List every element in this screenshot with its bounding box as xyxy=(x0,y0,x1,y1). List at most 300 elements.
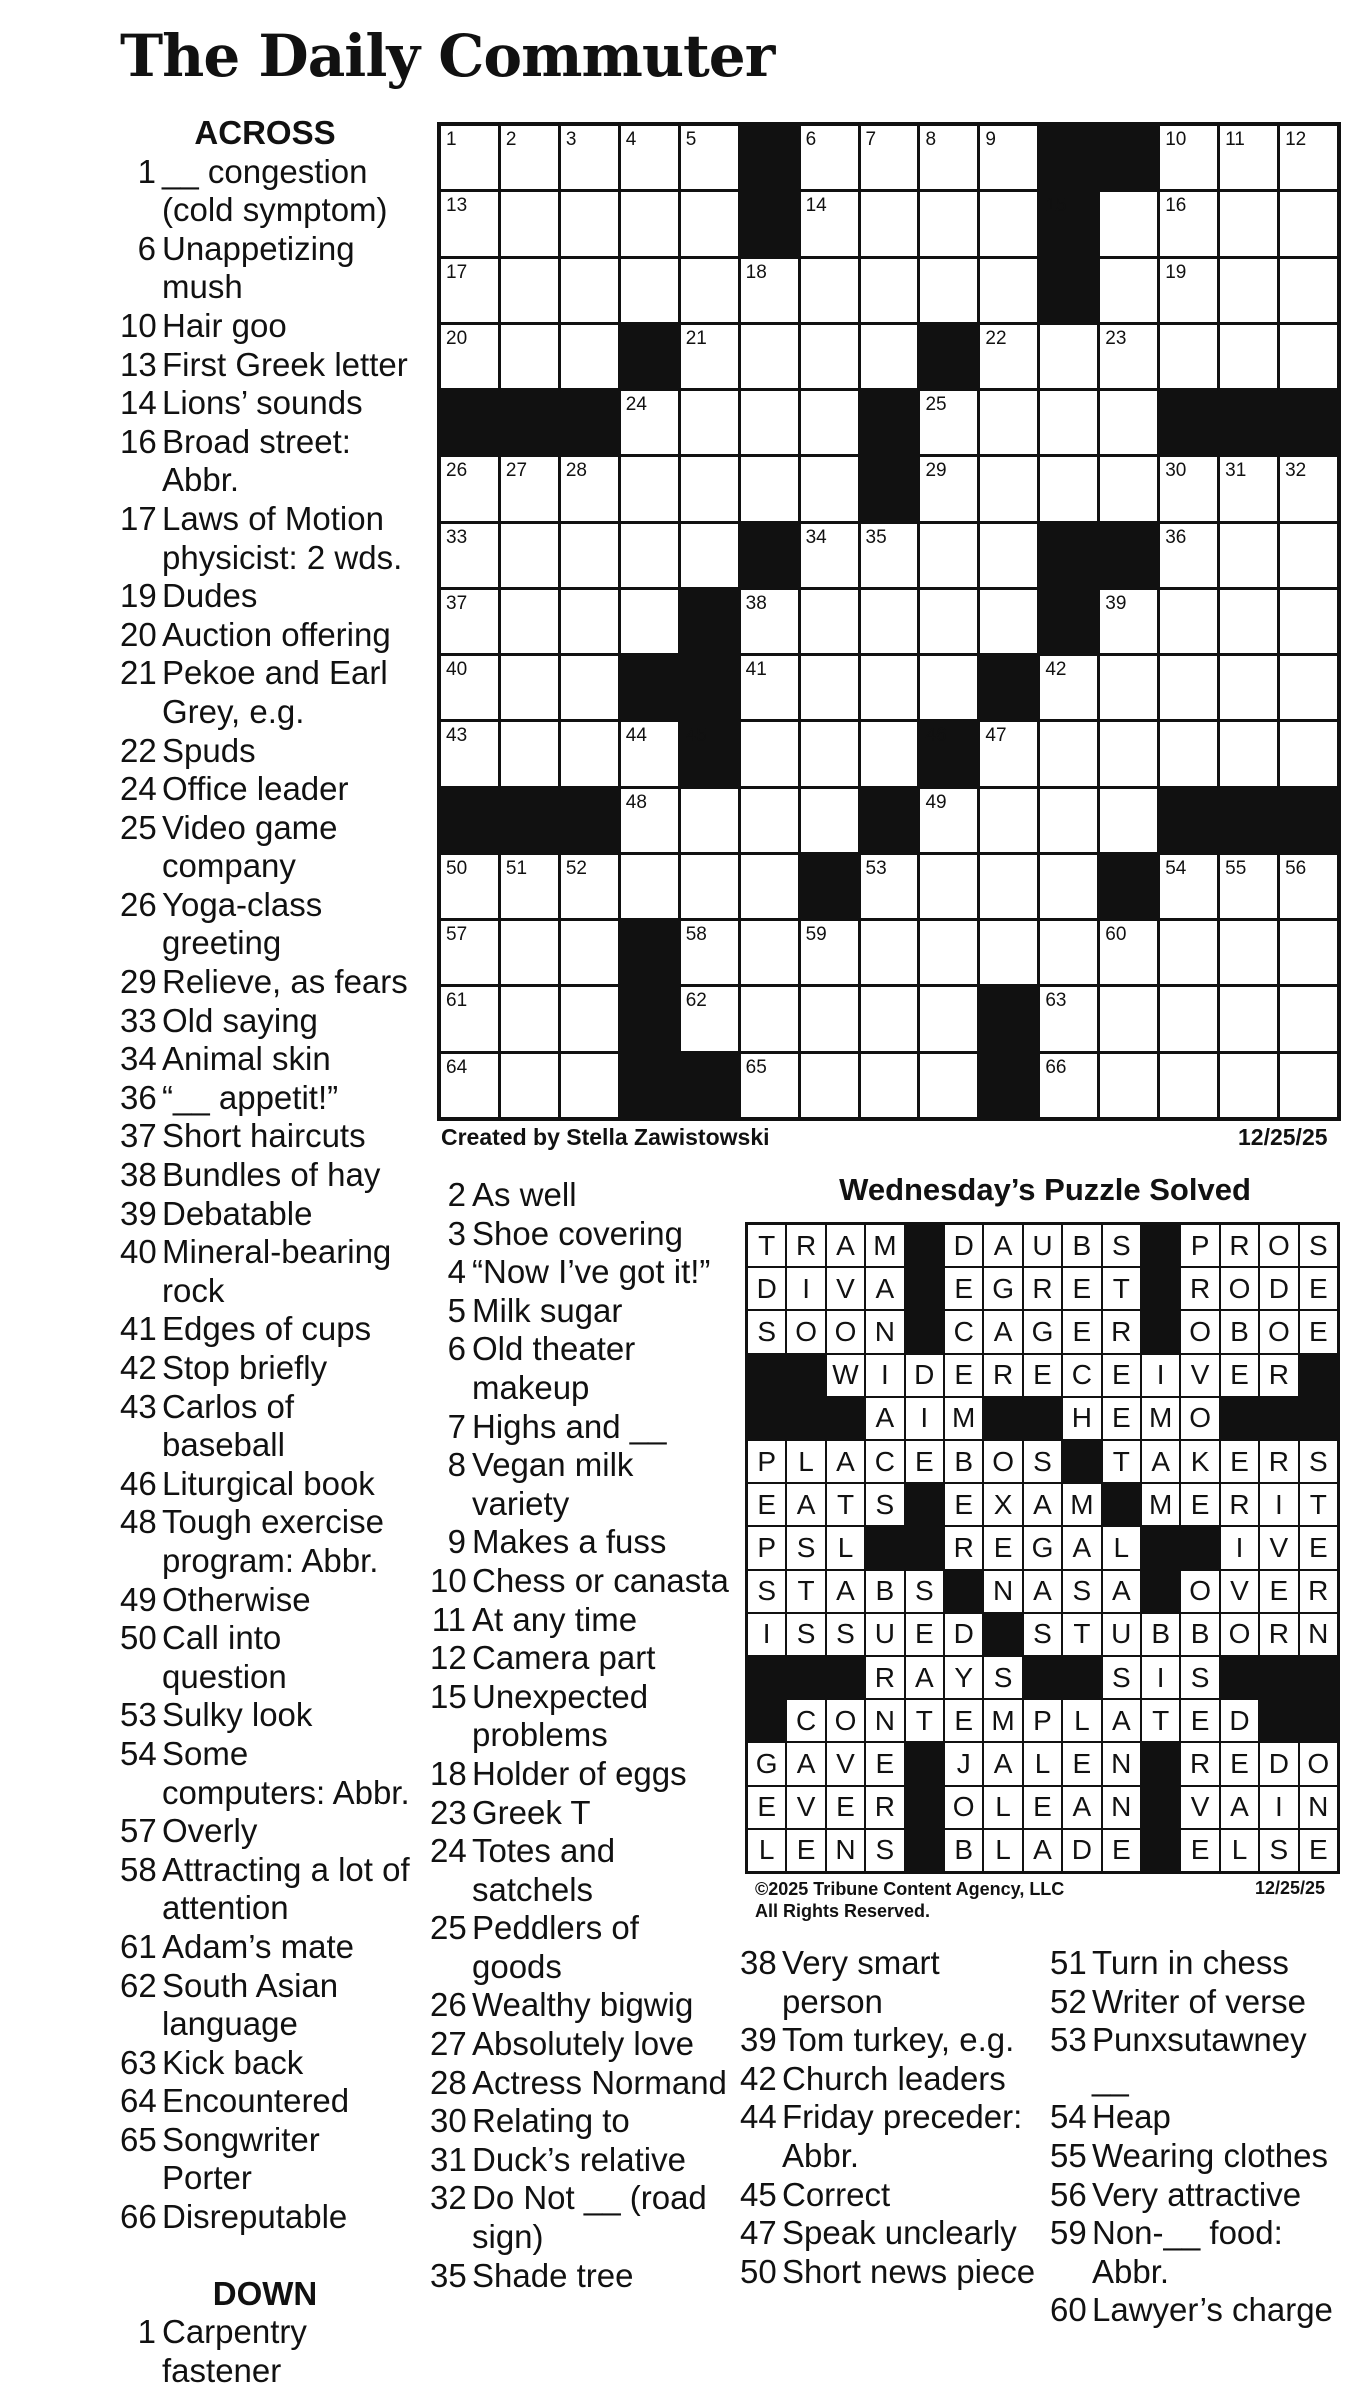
grid-cell[interactable] xyxy=(441,1054,498,1117)
grid-cell[interactable] xyxy=(1220,457,1277,520)
solution-cell: U xyxy=(1024,1225,1061,1266)
grid-black-square xyxy=(621,921,678,984)
grid-cell[interactable] xyxy=(1100,325,1157,388)
clue-text: Stop briefly xyxy=(162,1349,328,1386)
grid-cell[interactable] xyxy=(920,987,977,1050)
grid-cell[interactable] xyxy=(861,524,918,587)
grid-cell[interactable] xyxy=(1220,524,1277,587)
grid-cell[interactable] xyxy=(741,391,798,454)
solution-cell: O xyxy=(1221,1268,1258,1309)
grid-black-square xyxy=(741,524,798,587)
solution-cell: C xyxy=(1063,1355,1100,1396)
grid-cell[interactable] xyxy=(801,325,858,388)
solution-cell: M xyxy=(945,1398,982,1439)
solution-cell: T xyxy=(1103,1268,1140,1309)
grid-cell[interactable] xyxy=(681,391,738,454)
grid-cell[interactable] xyxy=(1280,590,1337,653)
grid-cell[interactable] xyxy=(681,126,738,189)
solution-black-square xyxy=(906,1830,943,1871)
grid-cell[interactable] xyxy=(741,921,798,984)
clue-number: 48 xyxy=(120,1503,157,1541)
grid-cell[interactable] xyxy=(501,325,558,388)
clue-text: Punxsutawney __ xyxy=(1092,2021,1307,2097)
grid-cell[interactable] xyxy=(1040,457,1097,520)
grid-cell[interactable] xyxy=(980,259,1037,322)
grid-cell[interactable] xyxy=(801,391,858,454)
clue-number: 56 xyxy=(1050,2175,1087,2213)
solution-cell: I xyxy=(748,1614,785,1655)
solution-cell: E xyxy=(945,1484,982,1525)
grid-cell[interactable] xyxy=(681,325,738,388)
solution-cell: S xyxy=(1300,1225,1337,1266)
clue-number: 59 xyxy=(1050,2214,1087,2252)
grid-cell[interactable] xyxy=(561,987,618,1050)
down-clue-5 xyxy=(430,1292,730,1331)
grid-cell[interactable] xyxy=(441,259,498,322)
grid-cell[interactable] xyxy=(1160,590,1217,653)
solution-cell: R xyxy=(1260,1614,1297,1655)
cell-number: 21 xyxy=(685,327,707,349)
grid-cell[interactable] xyxy=(1100,192,1157,255)
grid-cell[interactable] xyxy=(1160,656,1217,719)
down-clue-1 xyxy=(120,2313,410,2390)
grid-cell[interactable] xyxy=(801,656,858,719)
grid-cell[interactable] xyxy=(501,590,558,653)
grid-cell[interactable] xyxy=(920,789,977,852)
grid-cell[interactable] xyxy=(1040,722,1097,785)
grid-cell[interactable] xyxy=(1160,325,1217,388)
grid-cell[interactable] xyxy=(1280,722,1337,785)
solution-black-square xyxy=(1142,1527,1179,1568)
across-clue-37 xyxy=(120,1117,410,1156)
clue-text: “Now I’ve got it!” xyxy=(472,1253,711,1291)
grid-cell[interactable] xyxy=(801,590,858,653)
down-clue-52 xyxy=(1050,1983,1350,2022)
grid-cell[interactable] xyxy=(1220,987,1277,1050)
grid-cell[interactable] xyxy=(741,325,798,388)
grid-cell[interactable] xyxy=(1280,259,1337,322)
grid-cell[interactable] xyxy=(1100,391,1157,454)
down-clue-27 xyxy=(430,2025,730,2064)
grid-cell[interactable] xyxy=(1220,855,1277,918)
grid-cell[interactable] xyxy=(561,457,618,520)
grid-cell[interactable] xyxy=(621,391,678,454)
grid-cell[interactable] xyxy=(561,1054,618,1117)
grid-cell[interactable] xyxy=(621,126,678,189)
grid-cell[interactable] xyxy=(1040,391,1097,454)
grid-cell[interactable] xyxy=(741,590,798,653)
solution-cell: I xyxy=(1142,1657,1179,1698)
grid-cell[interactable] xyxy=(741,789,798,852)
grid-cell[interactable] xyxy=(1220,656,1277,719)
grid-cell[interactable] xyxy=(1160,855,1217,918)
grid-black-square xyxy=(1040,192,1097,255)
across-clue-62 xyxy=(120,1967,410,2044)
grid-cell[interactable] xyxy=(861,921,918,984)
grid-cell[interactable] xyxy=(1160,1054,1217,1117)
grid-cell[interactable] xyxy=(1100,789,1157,852)
copyright xyxy=(755,1878,1064,1922)
solution-cell: A xyxy=(1103,1571,1140,1612)
grid-cell[interactable] xyxy=(1220,325,1277,388)
clue-text: Greek T xyxy=(472,1793,591,1831)
grid-cell[interactable] xyxy=(501,457,558,520)
grid-cell[interactable] xyxy=(1160,524,1217,587)
grid-cell[interactable] xyxy=(920,126,977,189)
grid-cell[interactable] xyxy=(441,524,498,587)
solution-black-square xyxy=(1221,1657,1258,1698)
clue-number: 42 xyxy=(120,1349,157,1386)
clue-number: 18 xyxy=(430,1754,467,1792)
grid-black-square xyxy=(681,722,738,785)
solution-cell: A xyxy=(827,1441,864,1482)
solution-cell: L xyxy=(984,1787,1021,1828)
grid-cell[interactable] xyxy=(1040,656,1097,719)
grid-cell[interactable] xyxy=(681,192,738,255)
grid-cell[interactable] xyxy=(1100,987,1157,1050)
grid-cell[interactable] xyxy=(561,259,618,322)
grid-cell[interactable] xyxy=(1100,590,1157,653)
grid-cell[interactable] xyxy=(561,192,618,255)
grid-cell[interactable] xyxy=(1220,722,1277,785)
solution-cell: O xyxy=(984,1441,1021,1482)
grid-cell[interactable] xyxy=(1100,656,1157,719)
grid-cell[interactable] xyxy=(861,126,918,189)
grid-cell[interactable] xyxy=(1160,192,1217,255)
across-clue-25 xyxy=(120,809,410,886)
solution-cell: O xyxy=(1181,1311,1218,1352)
grid-cell[interactable] xyxy=(861,656,918,719)
grid-cell[interactable] xyxy=(801,192,858,255)
grid-black-square xyxy=(501,789,558,852)
solution-black-square xyxy=(748,1657,785,1698)
grid-cell[interactable] xyxy=(1160,722,1217,785)
grid-cell[interactable] xyxy=(1160,126,1217,189)
grid-cell[interactable] xyxy=(861,259,918,322)
grid-cell[interactable] xyxy=(621,259,678,322)
grid-cell[interactable] xyxy=(621,590,678,653)
grid-cell[interactable] xyxy=(1100,457,1157,520)
clue-text: Non-__ food: Abbr. xyxy=(1092,2214,1283,2290)
solution-cell: E xyxy=(945,1355,982,1396)
grid-cell[interactable] xyxy=(441,987,498,1050)
grid-cell[interactable] xyxy=(681,921,738,984)
clue-text: Friday preceder: Abbr. xyxy=(782,2098,1023,2174)
solution-cell: W xyxy=(827,1355,864,1396)
grid-cell[interactable] xyxy=(1220,126,1277,189)
solution-black-square xyxy=(1300,1657,1337,1698)
clue-text: Very attractive xyxy=(1092,2175,1302,2213)
solution-cell: L xyxy=(1221,1830,1258,1871)
grid-cell[interactable] xyxy=(920,524,977,587)
solution-cell: I xyxy=(1142,1355,1179,1396)
grid-cell[interactable] xyxy=(801,921,858,984)
clue-number: 20 xyxy=(120,615,157,653)
solution-cell: N xyxy=(984,1571,1021,1612)
grid-cell[interactable] xyxy=(741,656,798,719)
grid-cell[interactable] xyxy=(681,457,738,520)
grid-cell[interactable] xyxy=(441,192,498,255)
down-clue-28 xyxy=(430,2064,730,2103)
grid-cell[interactable] xyxy=(801,722,858,785)
grid-cell[interactable] xyxy=(741,259,798,322)
cell-number: 58 xyxy=(685,924,707,946)
grid-cell[interactable] xyxy=(980,855,1037,918)
grid-cell[interactable] xyxy=(561,325,618,388)
grid-cell[interactable] xyxy=(1160,987,1217,1050)
grid-cell[interactable] xyxy=(441,126,498,189)
grid-cell[interactable] xyxy=(980,126,1037,189)
grid-cell[interactable] xyxy=(801,126,858,189)
grid-black-square xyxy=(621,656,678,719)
down-clue-list-4 xyxy=(1050,1944,1350,2330)
grid-cell[interactable] xyxy=(1280,855,1337,918)
grid-cell[interactable] xyxy=(1280,921,1337,984)
cell-number: 47 xyxy=(985,725,1007,747)
grid-cell[interactable] xyxy=(741,722,798,785)
grid-cell[interactable] xyxy=(561,722,618,785)
grid-cell[interactable] xyxy=(561,855,618,918)
solution-cell: V xyxy=(1181,1787,1218,1828)
clue-text: Call into question xyxy=(162,1619,287,1695)
grid-cell[interactable] xyxy=(1040,855,1097,918)
solution-cell: D xyxy=(1221,1700,1258,1741)
grid-cell[interactable] xyxy=(741,855,798,918)
grid-cell[interactable] xyxy=(861,855,918,918)
across-clue-38 xyxy=(120,1156,410,1195)
grid-cell[interactable] xyxy=(1040,789,1097,852)
grid-cell[interactable] xyxy=(1280,325,1337,388)
clue-number: 52 xyxy=(1050,1982,1087,2020)
solution-cell: V xyxy=(787,1787,824,1828)
solution-cell: K xyxy=(1181,1441,1218,1482)
grid-cell[interactable] xyxy=(441,921,498,984)
grid-cell[interactable] xyxy=(1100,259,1157,322)
cell-number: 15 xyxy=(1045,195,1067,217)
grid-black-square xyxy=(980,1054,1037,1117)
grid-cell[interactable] xyxy=(980,457,1037,520)
solution-cell: R xyxy=(1221,1484,1258,1525)
solution-cell: A xyxy=(1063,1527,1100,1568)
grid-cell[interactable] xyxy=(501,855,558,918)
across-clue-40 xyxy=(120,1233,410,1310)
grid-cell[interactable] xyxy=(920,1054,977,1117)
solution-cell: E xyxy=(866,1743,903,1784)
grid-cell[interactable] xyxy=(1220,192,1277,255)
solution-cell: I xyxy=(866,1355,903,1396)
grid-cell[interactable] xyxy=(980,722,1037,785)
grid-cell[interactable] xyxy=(861,1054,918,1117)
grid-cell[interactable] xyxy=(1220,590,1277,653)
grid-cell[interactable] xyxy=(1040,1054,1097,1117)
grid-cell[interactable] xyxy=(1280,1054,1337,1117)
cell-number: 3 xyxy=(565,129,577,150)
grid-cell[interactable] xyxy=(681,855,738,918)
grid-cell[interactable] xyxy=(501,192,558,255)
grid-cell[interactable] xyxy=(441,722,498,785)
solution-cell: A xyxy=(1024,1484,1061,1525)
grid-black-square xyxy=(1100,855,1157,918)
grid-black-square xyxy=(681,1054,738,1117)
grid-cell[interactable] xyxy=(1280,524,1337,587)
grid-cell[interactable] xyxy=(501,126,558,189)
solution-cell: L xyxy=(787,1441,824,1482)
down-clue-26 xyxy=(430,1986,730,2025)
solution-cell: B xyxy=(866,1571,903,1612)
grid-cell[interactable] xyxy=(561,656,618,719)
clue-text: Makes a fuss xyxy=(472,1523,667,1561)
grid-cell[interactable] xyxy=(1040,987,1097,1050)
clue-number: 27 xyxy=(430,2025,467,2063)
clue-number: 29 xyxy=(120,963,157,1001)
grid-cell[interactable] xyxy=(1100,921,1157,984)
solution-black-square xyxy=(906,1225,943,1266)
grid-cell[interactable] xyxy=(1040,921,1097,984)
grid-cell[interactable] xyxy=(1280,656,1337,719)
grid-cell[interactable] xyxy=(801,259,858,322)
grid-cell[interactable] xyxy=(861,192,918,255)
grid-cell[interactable] xyxy=(980,192,1037,255)
clue-text: Dudes xyxy=(162,577,258,615)
down-clue-50 xyxy=(740,2253,1040,2292)
down-clue-12 xyxy=(430,1639,730,1678)
cell-number: 24 xyxy=(625,394,647,416)
grid-cell[interactable] xyxy=(621,789,678,852)
grid-cell[interactable] xyxy=(920,259,977,322)
grid-cell[interactable] xyxy=(861,590,918,653)
grid-cell[interactable] xyxy=(501,921,558,984)
grid-cell[interactable] xyxy=(621,192,678,255)
cell-number: 62 xyxy=(685,990,707,1012)
clue-text: Sulky look xyxy=(162,1696,313,1734)
grid-cell[interactable] xyxy=(1160,457,1217,520)
copyright-line-1: ©2025 Tribune Content Agency, LLC xyxy=(755,1879,1065,1899)
grid-cell[interactable] xyxy=(1100,722,1157,785)
grid-cell[interactable] xyxy=(801,524,858,587)
grid-cell[interactable] xyxy=(561,524,618,587)
grid-cell[interactable] xyxy=(621,855,678,918)
grid-cell[interactable] xyxy=(920,457,977,520)
grid-cell[interactable] xyxy=(501,987,558,1050)
grid-cell[interactable] xyxy=(801,1054,858,1117)
grid-cell[interactable] xyxy=(681,259,738,322)
grid-cell[interactable] xyxy=(501,1054,558,1117)
grid-cell[interactable] xyxy=(1040,325,1097,388)
grid-cell[interactable] xyxy=(741,1054,798,1117)
grid-cell[interactable] xyxy=(681,524,738,587)
grid-cell[interactable] xyxy=(801,457,858,520)
across-clue-24 xyxy=(120,770,410,809)
grid-cell[interactable] xyxy=(1280,192,1337,255)
grid-cell[interactable] xyxy=(980,524,1037,587)
grid-cell[interactable] xyxy=(920,921,977,984)
clue-number: 58 xyxy=(120,1850,157,1888)
down-clue-30 xyxy=(430,2102,730,2141)
down-clue-18 xyxy=(430,1755,730,1794)
clue-number: 25 xyxy=(120,808,157,846)
grid-cell[interactable] xyxy=(1220,1054,1277,1117)
grid-cell[interactable] xyxy=(980,921,1037,984)
grid-cell[interactable] xyxy=(1160,921,1217,984)
grid-cell[interactable] xyxy=(1280,126,1337,189)
clue-text: Tough exercise program: Abbr. xyxy=(162,1503,384,1579)
clue-number: 4 xyxy=(447,1253,466,1291)
clue-text: Unappetizing mush xyxy=(162,229,355,306)
grid-cell[interactable] xyxy=(980,391,1037,454)
grid-cell[interactable] xyxy=(681,789,738,852)
solution-cell: O xyxy=(827,1700,864,1741)
grid-cell[interactable] xyxy=(980,590,1037,653)
grid-cell[interactable] xyxy=(741,457,798,520)
grid-cell[interactable] xyxy=(1280,457,1337,520)
grid-cell[interactable] xyxy=(920,192,977,255)
across-clue-1 xyxy=(120,153,410,230)
clue-number: 57 xyxy=(120,1812,157,1850)
grid-cell[interactable] xyxy=(441,325,498,388)
grid-cell[interactable] xyxy=(1220,259,1277,322)
grid-cell[interactable] xyxy=(501,259,558,322)
grid-cell[interactable] xyxy=(561,590,618,653)
cell-number: 41 xyxy=(745,659,767,681)
clue-number: 1 xyxy=(137,2313,156,2351)
grid-cell[interactable] xyxy=(1220,921,1277,984)
grid-cell[interactable] xyxy=(741,987,798,1050)
grid-cell[interactable] xyxy=(621,722,678,785)
solution-black-square xyxy=(748,1700,785,1741)
grid-cell[interactable] xyxy=(441,855,498,918)
grid-cell[interactable] xyxy=(501,656,558,719)
grid-cell[interactable] xyxy=(801,789,858,852)
solution-cell: E xyxy=(1300,1268,1337,1309)
puzzle-date: 12/25/25 xyxy=(1238,1124,1328,1150)
grid-cell[interactable] xyxy=(980,789,1037,852)
grid-cell[interactable] xyxy=(980,325,1037,388)
grid-cell[interactable] xyxy=(441,590,498,653)
grid-cell[interactable] xyxy=(920,656,977,719)
grid-cell[interactable] xyxy=(441,457,498,520)
grid-cell[interactable] xyxy=(681,987,738,1050)
solution-cell: E xyxy=(1024,1355,1061,1396)
grid-cell[interactable] xyxy=(1160,259,1217,322)
grid-cell[interactable] xyxy=(1280,987,1337,1050)
grid-cell[interactable] xyxy=(1100,1054,1157,1117)
across-clue-50 xyxy=(120,1619,410,1696)
clue-number: 50 xyxy=(120,1619,157,1657)
grid-cell[interactable] xyxy=(561,126,618,189)
clue-text: Do Not __ (road sign) xyxy=(472,2179,707,2256)
grid-cell[interactable] xyxy=(861,722,918,785)
grid-cell[interactable] xyxy=(801,987,858,1050)
solution-cell: S xyxy=(748,1571,785,1612)
grid-cell[interactable] xyxy=(920,855,977,918)
grid-black-square xyxy=(1280,391,1337,454)
grid-cell[interactable] xyxy=(621,524,678,587)
grid-cell[interactable] xyxy=(920,391,977,454)
grid-cell[interactable] xyxy=(561,921,618,984)
grid-cell[interactable] xyxy=(501,722,558,785)
solution-cell: E xyxy=(906,1441,943,1482)
solution-cell: L xyxy=(748,1830,785,1871)
clue-text: Holder of eggs xyxy=(472,1754,687,1792)
grid-cell[interactable] xyxy=(920,590,977,653)
grid-cell[interactable] xyxy=(621,457,678,520)
solution-cell: O xyxy=(945,1787,982,1828)
grid-cell[interactable] xyxy=(441,656,498,719)
solution-black-square xyxy=(827,1657,864,1698)
grid-cell[interactable] xyxy=(501,524,558,587)
grid-cell[interactable] xyxy=(861,325,918,388)
grid-cell[interactable] xyxy=(861,987,918,1050)
